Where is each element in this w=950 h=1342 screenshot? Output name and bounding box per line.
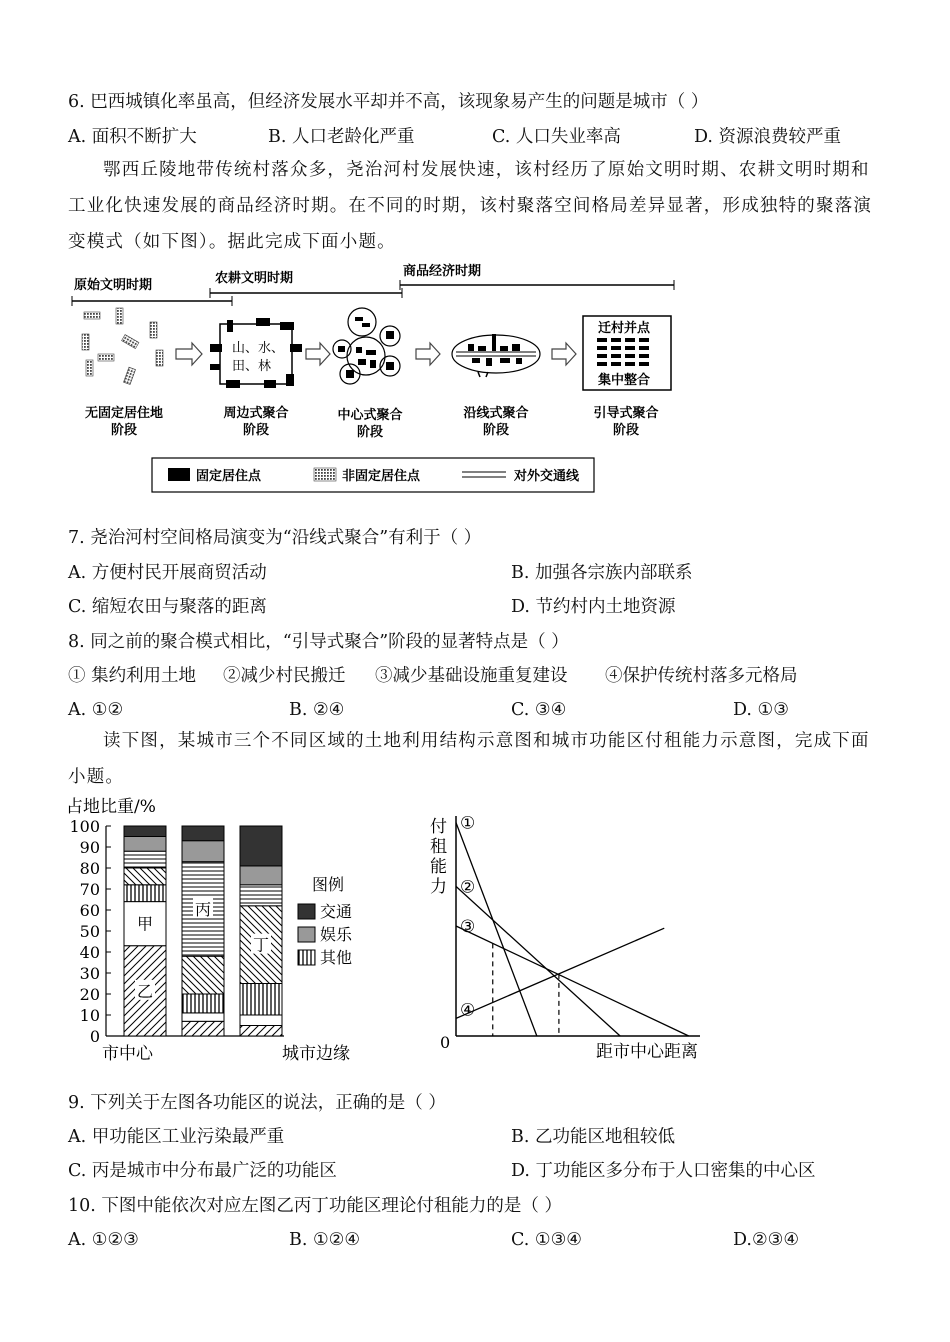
- period-label-3: 商品经济时期: [403, 264, 482, 279]
- stage-1-caption: 无固定居住地: [84, 406, 164, 421]
- line-label: ①: [460, 813, 476, 834]
- stage-1-caption-2: 阶段: [110, 423, 138, 438]
- y-tick-label: 70: [79, 880, 100, 899]
- line-chart-ylabel-4: 力: [430, 877, 447, 897]
- passage-1-text: 鄂西丘陵地带传统村落众多，尧治河村发展快速，该村经历了原始文明时期、农耕文明时期和工业化快速发展的商品经济时期。在不同的时期，该村聚落空间格局差异显著，形成独特的聚落演变模式（如下图）。据此完成下面小题。: [68, 160, 873, 252]
- segment-label: 乙: [136, 981, 154, 1001]
- q8-item-2: ②减少村民搬迁: [223, 666, 346, 686]
- y-tick-label: 0: [89, 1027, 100, 1046]
- bar-legend-entertainment: 娱乐: [320, 925, 353, 944]
- q6-option-c: C. 人口失业率高: [492, 127, 621, 147]
- bar-segment: [240, 885, 282, 906]
- legend-nonfixed: 非固定居住点: [342, 469, 421, 484]
- bid-rent-line: [456, 886, 620, 1036]
- stage-2-caption-2: 阶段: [242, 423, 270, 438]
- settlement-evolution-figure: [60, 262, 700, 498]
- bar-chart-ylabel: 占地比重/%: [66, 797, 156, 817]
- q6-option-b: B. 人口老龄化严重: [268, 127, 415, 147]
- line-chart-origin: 0: [440, 1033, 451, 1052]
- legend-swatch-entertainment: [298, 927, 315, 942]
- line-label: ④: [460, 1000, 476, 1021]
- q8-option-c: C. ③④: [511, 700, 567, 720]
- q6-option-a: A. 面积不断扩大: [68, 127, 197, 147]
- stage-5-caption-2: 阶段: [612, 423, 640, 438]
- q7-option-c: C. 缩短农田与聚落的距离: [68, 597, 267, 617]
- bar-segment: [182, 994, 224, 1013]
- y-tick-label: 80: [79, 859, 100, 878]
- line-label: ③: [460, 917, 476, 937]
- passage-1: [68, 152, 880, 260]
- bar-segment: [124, 851, 166, 868]
- figure-1-legend: [152, 458, 594, 492]
- stage-2-text-1: 山、水、: [232, 341, 285, 356]
- bar-legend-other: 其他: [320, 948, 353, 967]
- bid-rent-line: [456, 926, 689, 1036]
- legend-swatch-traffic: [298, 904, 315, 919]
- bar-segment: [240, 866, 282, 885]
- bid-rent-line: [456, 928, 664, 1021]
- line-chart-ylabel-3: 能: [430, 857, 447, 877]
- q7-option-d: D. 节约村内土地资源: [511, 597, 676, 617]
- q8-option-d: D. ①③: [733, 700, 789, 720]
- stage-4-linear-cluster: [452, 334, 540, 377]
- bar-segment: [182, 1013, 224, 1021]
- bar-segment: [124, 826, 166, 837]
- segment-label: 丁: [252, 935, 270, 955]
- bar-segment: [182, 826, 224, 841]
- stage-4-caption-2: 阶段: [482, 423, 510, 438]
- bar-chart-xlabel-left: 市中心: [102, 1044, 153, 1064]
- bar-segment: [240, 1015, 282, 1026]
- y-tick-label: 30: [79, 964, 100, 983]
- q7-stem: 7. 尧治河村空间格局演变为“沿线式聚合”有利于（ ）: [68, 528, 482, 548]
- y-tick-label: 20: [79, 985, 100, 1004]
- q9-stem: 9. 下列关于左图各功能区的说法，正确的是（ ）: [68, 1093, 446, 1113]
- stage-5-caption: 引导式聚合: [593, 406, 659, 421]
- stage-3-caption: 中心式聚合: [337, 408, 403, 423]
- stage-5-bottom-text: 集中整合: [598, 373, 651, 388]
- q8-option-a: A. ①②: [68, 700, 124, 720]
- segment-label: 甲: [136, 914, 154, 934]
- q8-item-4: ④保护传统村落多元格局: [605, 666, 798, 686]
- stage-3-caption-2: 阶段: [356, 425, 384, 440]
- q9-option-d: D. 丁功能区多分布于人口密集的中心区: [511, 1161, 816, 1181]
- bar-legend-title: 图例: [312, 875, 345, 894]
- y-tick-label: 10: [79, 1006, 100, 1025]
- q6-option-d: D. 资源浪费较严重: [694, 127, 842, 147]
- period-label-1: 原始文明时期: [74, 278, 153, 293]
- stage-2-text-2: 田、林: [232, 359, 272, 374]
- bid-rent-line-chart: [420, 810, 720, 1065]
- y-tick-label: 50: [79, 922, 100, 941]
- stage-3-central-cluster: [333, 308, 400, 384]
- q10-stem: 10. 下图中能依次对应左图乙丙丁功能区理论付租能力的是（ ）: [68, 1196, 562, 1216]
- y-tick-label: 100: [69, 817, 100, 836]
- q8-item-1: ① 集约利用土地: [68, 666, 197, 686]
- legend-swatch-other: [298, 950, 315, 965]
- q10-option-c: C. ①③④: [511, 1230, 582, 1250]
- stage-1-scattered-houses: [82, 308, 163, 385]
- bar-segment: [240, 1026, 282, 1037]
- bar-segment: [240, 984, 282, 1016]
- bar-chart-xlabel-right: 城市边缘: [282, 1044, 350, 1064]
- stage-5-guided-cluster: [583, 316, 671, 390]
- y-tick-label: 90: [79, 838, 100, 857]
- line-label: ②: [460, 877, 476, 898]
- period-label-2: 农耕文明时期: [215, 271, 294, 286]
- q9-option-b: B. 乙功能区地租较低: [511, 1127, 675, 1147]
- q8-stem: 8. 同之前的聚合模式相比，“引导式聚合”阶段的显著特点是（ ）: [68, 632, 569, 652]
- line-chart-ylabel-1: 付: [430, 817, 447, 837]
- stage-4-caption: 沿线式聚合: [463, 406, 529, 421]
- bar-segment: [240, 826, 282, 866]
- bar-segment: [124, 868, 166, 885]
- q7-option-a: A. 方便村民开展商贸活动: [68, 563, 267, 583]
- bar-segment: [182, 841, 224, 862]
- q9-option-a: A. 甲功能区工业污染最严重: [68, 1127, 285, 1147]
- line-chart-ylabel-2: 租: [430, 837, 447, 857]
- y-tick-label: 60: [79, 901, 100, 920]
- q10-option-d: D.②③④: [733, 1230, 800, 1250]
- q9-option-c: C. 丙是城市中分布最广泛的功能区: [68, 1161, 337, 1181]
- legend-road: 对外交通线: [514, 469, 580, 484]
- legend-fixed: 固定居住点: [196, 469, 262, 484]
- land-use-bar-chart: [62, 790, 382, 1070]
- q7-option-b: B. 加强各宗族内部联系: [511, 563, 693, 583]
- passage-2: [68, 723, 880, 795]
- y-tick-label: 40: [79, 943, 100, 962]
- stage-2-peripheral-cluster: [210, 318, 302, 388]
- line-chart-xlabel: 距市中心距离: [596, 1042, 698, 1062]
- stage-5-top-text: 迁村并点: [598, 321, 651, 336]
- q8-item-3: ③减少基础设施重复建设: [375, 666, 568, 686]
- q6-stem: 6. 巴西城镇化率虽高，但经济发展水平却并不高，该现象易产生的问题是城市（ ）: [68, 92, 709, 112]
- bar-segment: [124, 837, 166, 852]
- q10-option-b: B. ①②④: [289, 1230, 361, 1250]
- passage-2-text: 读下图，某城市三个不同区域的土地利用结构示意图和城市功能区付租能力示意图，完成下面小题。: [68, 731, 870, 787]
- bar-segment: [182, 1021, 224, 1036]
- q10-option-a: A. ①②③: [68, 1230, 139, 1250]
- segment-label: 丙: [194, 899, 212, 919]
- bar-legend-traffic: 交通: [320, 902, 353, 921]
- bar-segment: [182, 956, 224, 994]
- q8-option-b: B. ②④: [289, 700, 345, 720]
- bar-segment: [124, 885, 166, 902]
- stage-2-caption: 周边式聚合: [223, 406, 289, 421]
